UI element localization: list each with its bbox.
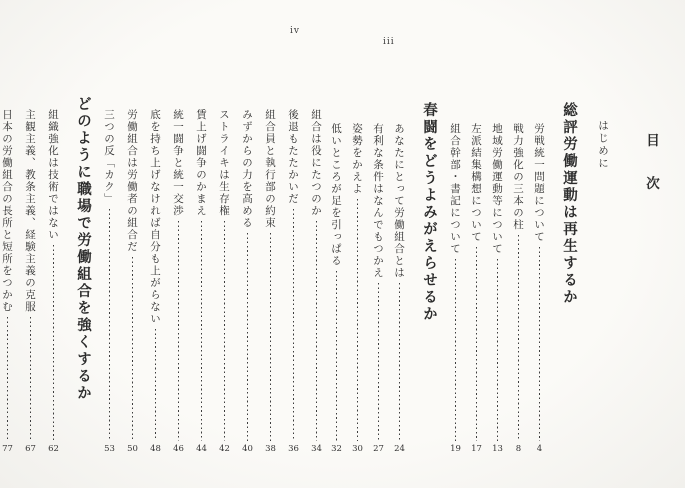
section-heading: 総評労働運動は再生するか <box>561 102 578 306</box>
entry-label: 組織強化は技術ではない <box>47 109 59 241</box>
toc-entry <box>194 109 209 458</box>
entry-label: みずからの力を高める <box>241 109 253 229</box>
toc-entry <box>217 109 232 458</box>
section-heading: 春闘をどうよみがえらせるか <box>421 102 438 323</box>
entry-label: 戦力強化の三本の柱 <box>512 123 524 231</box>
toc-entry <box>23 109 38 458</box>
toc-entry <box>309 109 324 458</box>
entry-page-number: 53 <box>104 444 115 454</box>
toc-entry <box>490 123 505 458</box>
preface-label: はじめに <box>597 120 609 170</box>
dotted-leader <box>476 247 478 441</box>
toc-entry <box>125 109 140 458</box>
dotted-leader <box>293 209 295 441</box>
dotted-leader <box>518 235 520 441</box>
dotted-leader <box>30 317 32 441</box>
entry-label: 統一闘争と統一交渉 <box>172 109 184 217</box>
entry-page-number: 62 <box>48 444 59 454</box>
toc-entry <box>148 109 163 458</box>
section-heading: どのように職場で労働組合を強くするか <box>75 96 92 402</box>
entry-page-number: 4 <box>536 444 543 454</box>
dotted-leader <box>399 283 401 441</box>
dotted-leader <box>53 245 55 441</box>
entry-label: 組合幹部・書記について <box>449 123 461 255</box>
entry-page-number: 38 <box>265 444 276 454</box>
dotted-leader <box>201 221 203 441</box>
page-left-columns <box>1 94 328 458</box>
entry-page-number: 44 <box>196 444 207 454</box>
dotted-leader <box>224 221 226 441</box>
entry-label: 姿勢をかえよ <box>351 123 363 195</box>
entry-page-number: 27 <box>373 444 384 454</box>
dotted-leader <box>7 317 9 441</box>
toc-entry <box>240 109 255 458</box>
entry-label: ストライキは生存権 <box>218 109 230 217</box>
entry-label: 主観主義、教条主義、経験主義の克服 <box>24 109 36 313</box>
folio-right-page: iii <box>383 37 395 47</box>
entry-page-number: 17 <box>471 444 482 454</box>
toc-entry <box>286 109 301 458</box>
entry-label: あなたにとって労働組合とは <box>393 123 405 279</box>
entry-label: 賃上げ闘争のかまえ <box>195 109 207 217</box>
toc-title: 目 次 <box>643 133 659 198</box>
dotted-leader <box>132 257 134 441</box>
entry-page-number: 40 <box>242 444 253 454</box>
entry-page-number: 34 <box>311 444 322 454</box>
dotted-leader <box>247 233 249 441</box>
dotted-leader <box>539 247 541 441</box>
entry-page-number: 46 <box>173 444 184 454</box>
entry-label: 地域労働運動等について <box>491 123 503 255</box>
toc-entry <box>263 109 278 458</box>
entry-label: 有利な条件はなんでもつかえ <box>372 123 384 279</box>
entry-label: 組合は役にたつのか <box>310 109 322 217</box>
dotted-leader <box>336 271 338 441</box>
toc-entry <box>350 123 365 458</box>
toc-entry <box>371 123 386 458</box>
entry-page-number: 30 <box>352 444 363 454</box>
toc-entry <box>329 123 344 458</box>
entry-label: 左派結集構想について <box>470 123 482 243</box>
dotted-leader <box>378 283 380 441</box>
entry-label: 労戦統一問題について <box>533 123 545 243</box>
toc-entry <box>392 123 407 458</box>
entry-page-number: 8 <box>515 444 522 454</box>
dotted-leader <box>357 199 359 441</box>
dotted-leader <box>109 209 111 441</box>
toc-entry <box>511 123 526 458</box>
entry-label: 底を持ち上げなければ自分も上がらない <box>149 109 161 325</box>
dotted-leader <box>270 233 272 441</box>
entry-label: 日本の労働組合の長所と短所をつかむ <box>1 109 13 313</box>
entry-page-number: 24 <box>394 444 405 454</box>
entry-page-number: 32 <box>331 444 342 454</box>
dotted-leader <box>155 329 157 441</box>
page-right-columns <box>330 100 673 458</box>
entry-page-number: 77 <box>2 444 13 454</box>
toc-entry <box>532 123 547 458</box>
entry-label: 三つの反「カク」 <box>103 109 115 205</box>
toc-entry <box>469 123 484 458</box>
entry-label: 後退もたたかいだ <box>287 109 299 205</box>
toc-entry <box>448 123 463 458</box>
toc-entry <box>102 109 117 458</box>
dotted-leader <box>316 221 318 441</box>
entry-label: 低いところが足を引っぱる <box>330 123 342 267</box>
dotted-leader <box>497 259 499 441</box>
dotted-leader <box>178 221 180 441</box>
entry-label: 組合員と執行部の約束 <box>264 109 276 229</box>
entry-page-number: 67 <box>25 444 36 454</box>
entry-page-number: 19 <box>450 444 461 454</box>
entry-page-number: 36 <box>288 444 299 454</box>
entry-page-number: 13 <box>492 444 503 454</box>
toc-entry <box>171 109 186 458</box>
folio-left-page: iv <box>290 26 300 36</box>
toc-entry <box>0 109 15 458</box>
entry-page-number: 48 <box>150 444 161 454</box>
entry-page-number: 42 <box>219 444 230 454</box>
entry-page-number: 50 <box>127 444 138 454</box>
entry-label: 労働組合は労働者の組合だ <box>126 109 138 253</box>
toc-entry <box>46 109 61 458</box>
dotted-leader <box>455 259 457 441</box>
